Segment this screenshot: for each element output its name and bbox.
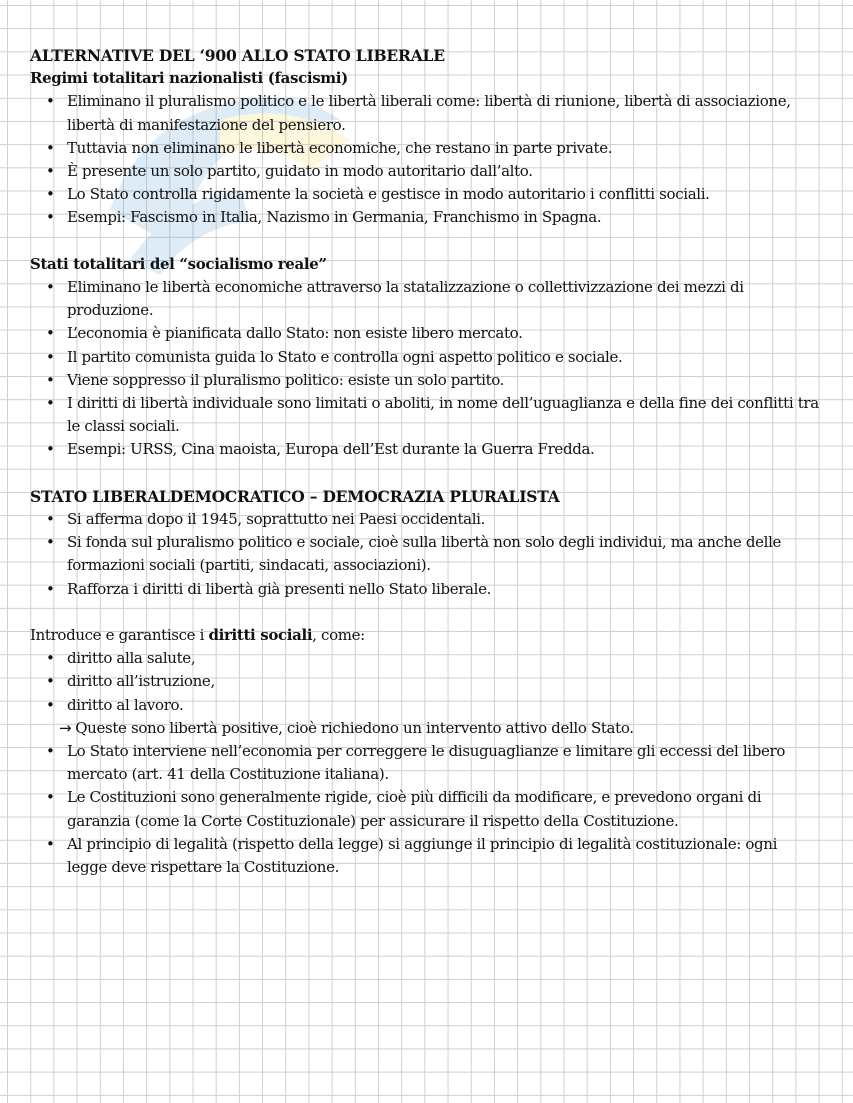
list-item: • Il partito comunista guida lo Stato e controlla ogni aspetto politico e sociale. (67, 346, 820, 369)
list-item: • diritto al lavoro. (67, 694, 820, 717)
list-item: • diritto all’istruzione, (67, 670, 820, 693)
list-item: • Viene soppresso il pluralismo politico: esiste un solo partito. (67, 369, 820, 392)
section-title-alternative: ALTERNATIVE DEL ‘900 ALLO STATO LIBERALE (30, 46, 445, 65)
list-item: • Al principio di legalità (rispetto della legge) si aggiunge il principio di legalità costituzionale: ogni legge deve rispettare la Costituzione. (67, 833, 820, 879)
list-item: • L’economia è pianificata dallo Stato: non esiste libero mercato. (67, 322, 820, 345)
list-item: • Eliminano il pluralismo politico e le libertà liberali come: libertà di riunione, libertà di associazione, libertà di manifestazione del pensiero. (67, 90, 820, 136)
document-page (30, 44, 820, 879)
list-item: • Esempi: URSS, Cina maoista, Europa dell’Est durante la Guerra Fredda. (67, 438, 820, 461)
subtitle-regimi-totalitari: Regimi totalitari nazionalisti (fascismi) (30, 69, 348, 88)
list-item: • Si fonda sul pluralismo politico e sociale, cioè sulla libertà non solo degli individui, ma anche delle formazioni sociali (partiti, sindacati, associazioni). (67, 531, 820, 577)
list-item: • Lo Stato interviene nell’economia per correggere le disuguaglianze e limitare gli eccessi del libero mercato (art. 41 della Costituzione italiana). (67, 740, 820, 786)
list-diritti (30, 647, 820, 717)
section-title-liberaldemocratico: STATO LIBERALDEMOCRATICO – DEMOCRAZIA PLURALISTA (30, 486, 560, 506)
right-arrow-icon: → (59, 718, 72, 737)
list-socialismo (30, 276, 820, 462)
intro-diritti-sociali (30, 624, 820, 647)
list-item: • Lo Stato controlla rigidamente la società e gestisce in modo autoritario i conflitti sociali. (67, 183, 820, 206)
intro-text-before: Introduce e garantisce i (30, 626, 209, 645)
list-item: • Esempi: Fascismo in Italia, Nazismo in Germania, Franchismo in Spagna. (67, 206, 820, 229)
arrow-note (30, 717, 820, 740)
list-fascismi (30, 90, 820, 229)
list-item: • diritto alla salute, (67, 647, 820, 670)
list-item: • Rafforza i diritti di libertà già presenti nello Stato liberale. (67, 578, 820, 601)
list-item: • Eliminano le libertà economiche attraverso la statalizzazione o collettivizzazione dei mezzi di produzione. (67, 276, 820, 322)
list-item: • È presente un solo partito, guidato in modo autoritario dall’alto. (67, 160, 820, 183)
list-stato-interventi (30, 740, 820, 879)
list-item: • Le Costituzioni sono generalmente rigide, cioè più difficili da modificare, e prevedono organi di garanzia (come la Corte Costituzionale) per assicurare il rispetto della Costituzione. (67, 786, 820, 832)
subtitle-socialismo-reale: Stati totalitari del “socialismo reale” (30, 254, 327, 273)
list-item: • Si afferma dopo il 1945, soprattutto nei Paesi occidentali. (67, 508, 820, 531)
list-item: • Tuttavia non eliminano le libertà economiche, che restano in parte private. (67, 137, 820, 160)
intro-text-after: , come: (312, 626, 365, 645)
arrow-note-text: Queste sono libertà positive, cioè richiedono un intervento attivo dello Stato. (75, 718, 634, 737)
intro-bold-diritti-sociali: diritti sociali (208, 626, 313, 645)
list-item: • I diritti di libertà individuale sono limitati o aboliti, in nome dell’uguaglianza e della fine dei conflitti tra le classi sociali. (67, 392, 820, 438)
list-liberaldemocratico (30, 508, 820, 601)
